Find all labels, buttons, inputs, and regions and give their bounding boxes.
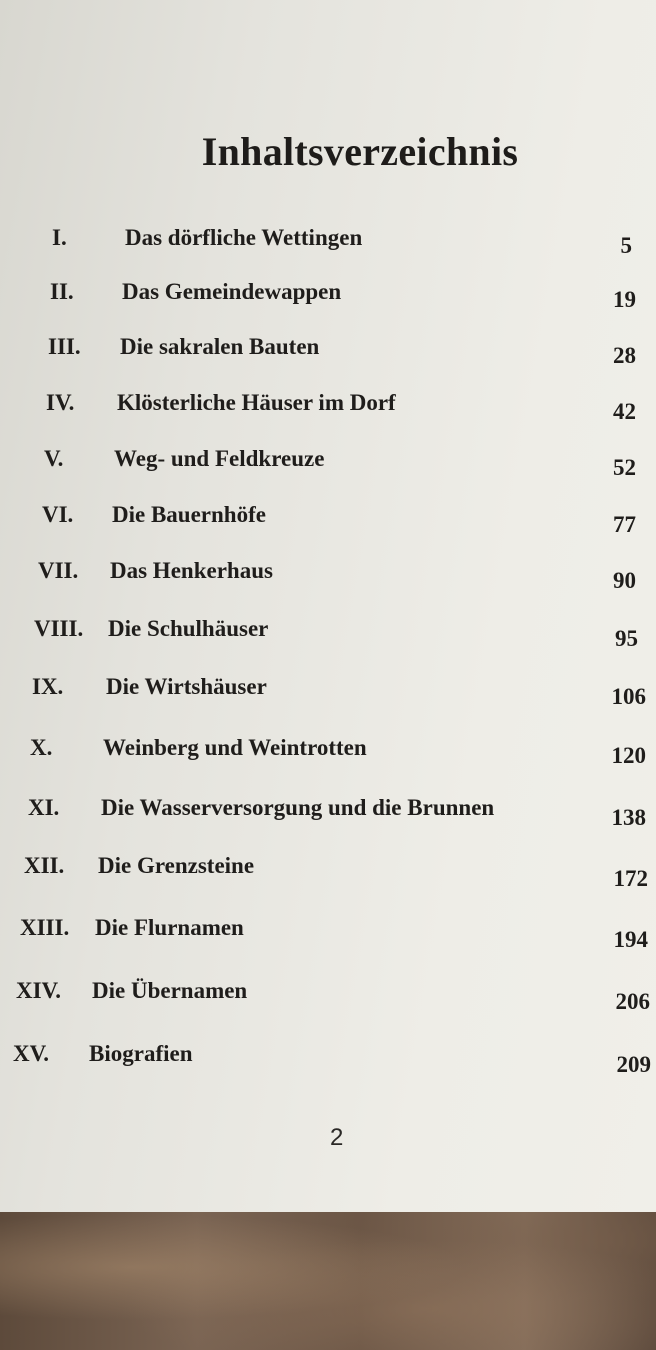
toc-entry <box>0 978 656 1018</box>
chapter-title: Die Schulhäuser <box>108 616 269 641</box>
chapter-page: 206 <box>615 989 650 1014</box>
chapter-page: 5 <box>620 233 632 258</box>
toc-entry <box>0 225 656 265</box>
toc-entry <box>0 853 656 893</box>
chapter-page: 138 <box>611 805 646 830</box>
chapter-title: Die Grenzsteine <box>98 853 255 878</box>
chapter-number: XII. <box>24 853 65 878</box>
chapter-title: Klösterliche Häuser im Dorf <box>117 390 396 415</box>
chapter-title: Weg- und Feldkreuze <box>114 446 325 471</box>
chapter-number: IX. <box>32 674 64 699</box>
table-surface <box>0 1212 656 1350</box>
chapter-title: Weinberg und Weintrotten <box>103 735 367 760</box>
chapter-page: 194 <box>613 927 648 952</box>
chapter-title: Die Übernamen <box>92 978 248 1003</box>
toc-entry <box>0 446 656 486</box>
chapter-title: Die Wirtshäuser <box>106 674 267 699</box>
toc-entry <box>0 915 656 955</box>
toc-entry <box>0 279 656 319</box>
chapter-page: 172 <box>613 866 648 891</box>
toc-entry <box>0 735 656 775</box>
chapter-number: XI. <box>28 795 60 820</box>
toc-entry <box>0 558 656 598</box>
chapter-number: XV. <box>13 1041 50 1066</box>
toc-entry <box>0 616 656 656</box>
chapter-number: I. <box>52 225 67 250</box>
chapter-title: Die sakralen Bauten <box>120 334 320 359</box>
chapter-number: IV. <box>46 390 75 415</box>
chapter-title: Die Wasserversorgung und die Brunnen <box>101 795 495 820</box>
chapter-title: Das Henkerhaus <box>110 558 273 583</box>
chapter-title: Das dörfliche Wettingen <box>125 225 363 250</box>
chapter-number: VI. <box>42 502 74 527</box>
chapter-page: 90 <box>613 568 636 593</box>
toc-entry <box>0 674 656 714</box>
chapter-number: VII. <box>38 558 79 583</box>
chapter-number: V. <box>44 446 64 471</box>
page-number: 2 <box>330 1124 344 1151</box>
chapter-page: 106 <box>611 684 646 709</box>
chapter-title: Das Gemeindewappen <box>122 279 342 304</box>
toc-entry <box>0 795 656 835</box>
chapter-page: 52 <box>613 455 636 480</box>
toc-entry <box>0 1041 656 1081</box>
chapter-number: VIII. <box>34 616 84 641</box>
chapter-number: II. <box>50 279 74 304</box>
toc-entry <box>0 502 656 542</box>
chapter-page: 19 <box>613 287 636 312</box>
page-title: Inhaltsverzeichnis <box>201 129 519 174</box>
chapter-page: 28 <box>613 343 636 368</box>
chapter-page: 42 <box>613 399 636 424</box>
chapter-number: III. <box>48 334 81 359</box>
chapter-page: 95 <box>615 626 638 651</box>
chapter-page: 120 <box>611 743 646 768</box>
chapter-page: 77 <box>613 512 636 537</box>
chapter-title: Die Flurnamen <box>95 915 244 940</box>
chapter-page: 209 <box>616 1052 651 1077</box>
chapter-number: XIII. <box>20 915 70 940</box>
chapter-title: Die Bauernhöfe <box>112 502 266 527</box>
chapter-title: Biografien <box>89 1041 193 1066</box>
chapter-number: XIV. <box>16 978 61 1003</box>
toc-entry <box>0 390 656 430</box>
toc-entry <box>0 334 656 374</box>
chapter-number: X. <box>30 735 53 760</box>
